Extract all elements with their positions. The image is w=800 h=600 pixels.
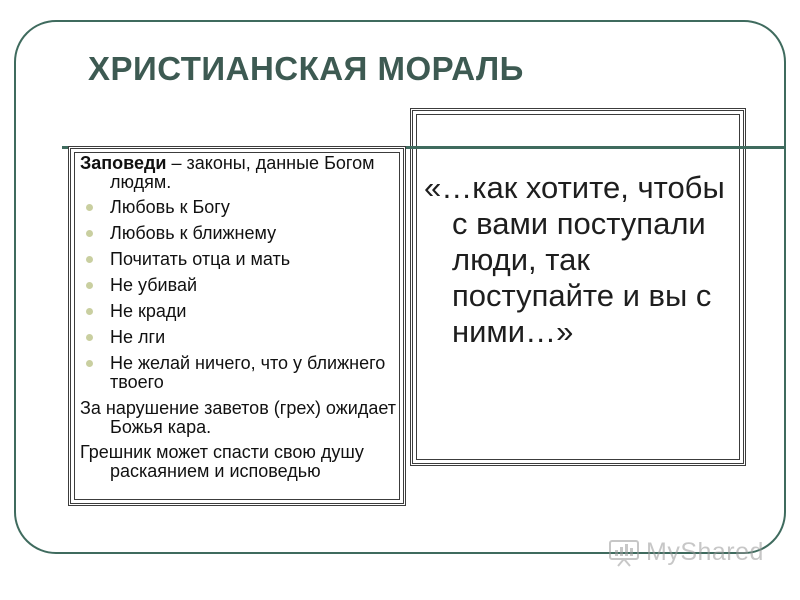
list-item — [80, 354, 398, 392]
intro-definition: – законы, данные Богом людям. — [110, 153, 375, 192]
list-item — [80, 328, 398, 347]
punishment-paragraph: За нарушение заветов (грех) ожидает Божья кара. — [80, 398, 397, 437]
intro-paragraph — [80, 154, 398, 192]
list-item-text: Не убивай — [110, 275, 198, 295]
list-item — [80, 276, 398, 295]
list-item — [80, 224, 398, 243]
list-item-text: Почитать отца и мать — [110, 249, 291, 269]
list-item-text: Не кради — [110, 301, 187, 321]
commandments-content — [80, 154, 398, 487]
bullet-icon — [86, 360, 93, 367]
intro-term: Заповеди — [80, 153, 167, 173]
bullet-icon — [86, 204, 93, 211]
list-item-text: Любовь к Богу — [110, 197, 230, 217]
list-item — [80, 302, 398, 321]
list-item — [80, 198, 398, 217]
bullet-icon — [86, 334, 93, 341]
list-item-text: Любовь к ближнему — [110, 223, 277, 243]
watermark-text: MyShared — [646, 538, 764, 566]
commandments-list — [80, 198, 398, 392]
salvation-paragraph: Грешник может спасти свою душу раскаянием и исповедью — [80, 442, 364, 481]
chart-icon — [608, 539, 642, 567]
list-item — [80, 250, 398, 269]
list-item-text: Не желай ничего, что у ближнего твоего — [110, 353, 386, 392]
watermark — [608, 538, 764, 567]
bullet-icon — [86, 308, 93, 315]
bullet-icon — [86, 256, 93, 263]
slide-title: ХРИСТИАНСКАЯ МОРАЛЬ — [88, 50, 524, 87]
bullet-icon — [86, 230, 93, 237]
quote-text: «…как хотите, чтобы с вами поступали люди, так поступайте и вы с ними…» — [424, 170, 725, 349]
list-item-text: Не лги — [110, 327, 166, 347]
bullet-icon — [86, 282, 93, 289]
